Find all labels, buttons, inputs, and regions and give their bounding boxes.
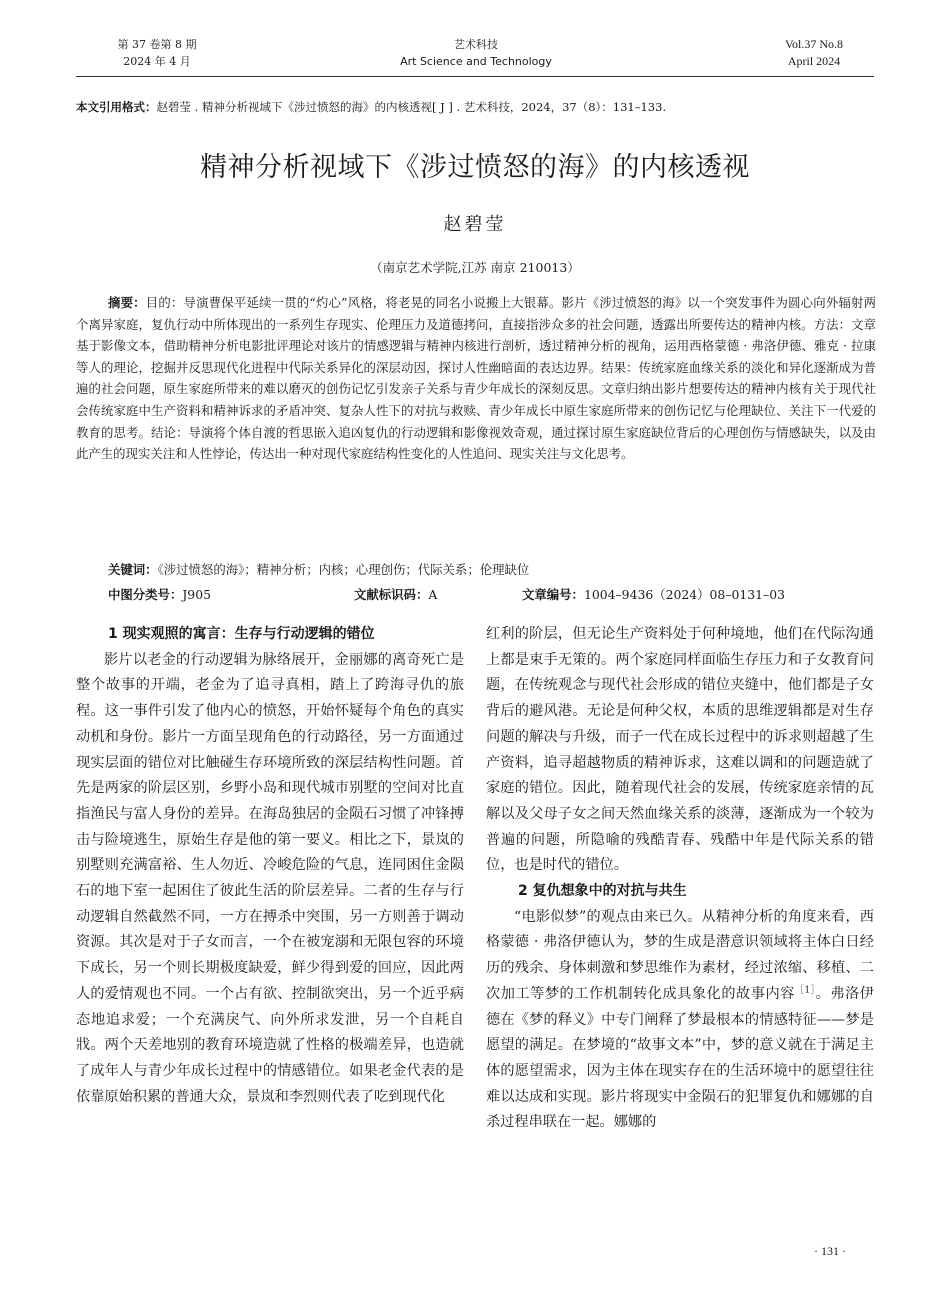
abstract-label: 摘要： bbox=[108, 295, 146, 310]
citation-label: 本文引用格式： bbox=[76, 100, 157, 114]
keywords-label: 关键词： bbox=[108, 562, 158, 577]
article-number bbox=[522, 584, 785, 606]
keywords-text: 《涉过愤怒的海》；精神分析；内核；心理创伤；代际关系；伦理缺位 bbox=[157, 562, 530, 577]
citation-format bbox=[76, 98, 876, 116]
section-1-heading: 1 现实观照的寓言：生存与行动逻辑的错位 bbox=[108, 626, 375, 642]
header-date-en-line: April 2024 bbox=[787, 54, 841, 68]
doc-code-value: A bbox=[428, 587, 438, 602]
abstract-text: 目的：导演曹保平延续一贯的“灼心”风格，将老晃的同名小说搬上大银幕。影片《涉过愤怒的海》以一个突发事件为圆心向外辐射两个离异家庭，复仇行动中所体现出的一系列生存现实、伦理压力及道德拷问，直接指涉众多的社会问题，透露出所要传达的精神内核。方法：文章基于影像文本，借助精神分析电影批评理论对该片的情感逻辑与精神内核进行剖析，透过精神分析的视角，运用西格蒙德 · 弗洛伊德、雅克 · 拉康等人的理论，挖掘并反思现代化进程中代际关系异化的深层动因，探讨人性幽暗面的表达边界。结果：传统家庭血缘关系的淡化和异化逐渐成为普遍的社会问题，原生家庭所带来的难以磨灭的创伤记忆引发亲子关系与青少年成长的深刻反思。文章归纳出影片想要传达的精神内核有关于现代社会传统家庭中生产资料和精神诉求的矛盾冲突、复杂人性下的对抗与救赎、青少年成长中原生家庭所带来的创伤记忆与伦理缺位、关注下一代爱的教育的思考。结论：导演将个体自渡的哲思嵌入追凶复仇的行动逻辑和影像视效奇观，通过探讨原生家庭缺位背后的心理创伤与情感缺失，以及由此产生的现实关注和人性悖论，传达出一种对现代家庭结构性变化的人性追问、现实关注与文化思考。 bbox=[76, 295, 877, 462]
citation-text: 赵碧莹 . 精神分析视域下《涉过愤怒的海》的内核透视[ J ] . 艺术科技，2024，37（8）：131–133. bbox=[156, 100, 667, 114]
clc-value: J905 bbox=[182, 587, 211, 602]
article-number-label: 文章编号： bbox=[522, 587, 584, 602]
keywords bbox=[108, 559, 874, 581]
author-affiliation: （南京艺术学院,江苏 南京 210013） bbox=[370, 260, 580, 275]
abstract bbox=[76, 292, 876, 465]
page-number: · 131 · bbox=[814, 1244, 846, 1258]
header-divider bbox=[76, 76, 874, 77]
article-title: 精神分析视域下《涉过愤怒的海》的内核透视 bbox=[200, 152, 750, 183]
body-column-right bbox=[486, 622, 874, 1136]
running-header bbox=[76, 36, 874, 76]
reference-citation-1[interactable]: ［1］ bbox=[794, 985, 816, 996]
clc-number bbox=[108, 584, 211, 606]
section-2-text-a: “电影似梦”的观点由来已久。从精神分析的角度来看，西格蒙德 · 弗洛伊德认为，梦的生成是潜意识领域将主体白日经历的残余、身体刺激和梦思维作为素材，经过浓缩、移植、二次加工等梦的工作机制转化成具象化的故事内容 bbox=[486, 908, 874, 1002]
body-column-left bbox=[76, 622, 464, 1110]
doc-code-label: 文献标识码： bbox=[354, 587, 429, 602]
header-journal-cn: 艺术科技 bbox=[454, 38, 498, 51]
header-journal-name bbox=[336, 36, 616, 70]
header-volume-en bbox=[754, 36, 874, 70]
clc-label: 中图分类号： bbox=[108, 587, 183, 602]
header-volume-line: 第 37 卷第 8 期 bbox=[117, 38, 197, 51]
section-1-paragraph-1: 影片以老金的行动逻辑为脉络展开，金丽娜的离奇死亡是整个故事的开端，老金为了追寻真相，踏上了跨海寻仇的旅程。这一事件引发了他内心的愤怒，开始怀疑每个角色的真实动机和身份。影片一方面呈现角色的行动路径，另一方面通过现实层面的错位对比触碰生存环境所致的深层结构性问题。首先是两家的阶层区别，乡野小岛和现代城市别墅的空间对比直指渔民与富人身份的差异。在海岛独居的金陨石习惯了冲锋搏击与险境逃生，原始生存是他的第一要义。相比之下，景岚的别墅则充满富裕、生人勿近、冷峻危险的气息，连同困住金陨石的地下室一起困住了彼此生活的阶层差异。二者的生存与行动逻辑自然截然不同，一方在搏杀中突围，另一方则善于调动资源。其次是对于子女而言，一个在被宠溺和无限包容的环境下成长，另一个则长期极度缺爱，鲜少得到爱的回应，因此两人的爱情观也不同。一个占有欲、控制欲突出，另一个近乎病态地追求爱；一个充满戾气、向外所求发泄，另一个自耗自戕。两个天差地别的教育环境造就了性格的极端差异，也造就了成年人与青少年成长过程中的情感错位。如果老金代表的是依靠原始积累的普通大众，景岚和李烈则代表了吃到现代化 bbox=[76, 651, 464, 1105]
section-2-heading: 2 复仇想象中的对抗与共生 bbox=[518, 883, 687, 900]
section-1-paragraph-2: 红利的阶层，但无论生产资料处于何种境地，他们在代际沟通上都是束手无策的。两个家庭同样面临生存压力和子女教育问题，在传统观念与现代社会形成的错位夹缝中，他们都是子女背后的避风港。无论是何种父权，本质的思维逻辑都是对生存问题的解决与升级，而子一代在成长过程中的诉求则超越了生产资料，追寻超越物质的精神诉求，这难以调和的问题造就了家庭的错位。因此，随着现代社会的发展，传统家庭亲情的瓦解以及父母子女之间天然血缘关系的淡薄，逐渐成为一个较为普遍的问题，所隐喻的残酷青春、残酷中年是代际关系的错位，也是时代的错位。 bbox=[486, 626, 874, 874]
article-author: 赵碧莹 bbox=[443, 214, 507, 235]
header-vol-en-line: Vol.37 No.8 bbox=[784, 37, 844, 51]
section-2-text-b: 。弗洛伊德在《梦的释义》中专门阐释了梦最根本的情感特征——梦是愿望的满足。在梦境的“故事文本”中，梦的意义就在于满足主体的愿望需求，因为主体在现实存在的生活环境中的愿望往往难以达成和实现。影片将现实中金陨石的犯罪复仇和娜娜的自杀过程串联在一起。娜娜的 bbox=[486, 985, 874, 1131]
classification-line bbox=[108, 584, 874, 606]
section-2-paragraph-1 bbox=[486, 905, 874, 1136]
document-code bbox=[354, 584, 437, 606]
header-date-line: 2024 年 4 月 bbox=[123, 55, 191, 68]
header-volume-issue bbox=[82, 36, 232, 70]
article-number-value: 1004–9436（2024）08–0131–03 bbox=[583, 587, 785, 602]
header-journal-en: Art Science and Technology bbox=[400, 55, 552, 68]
